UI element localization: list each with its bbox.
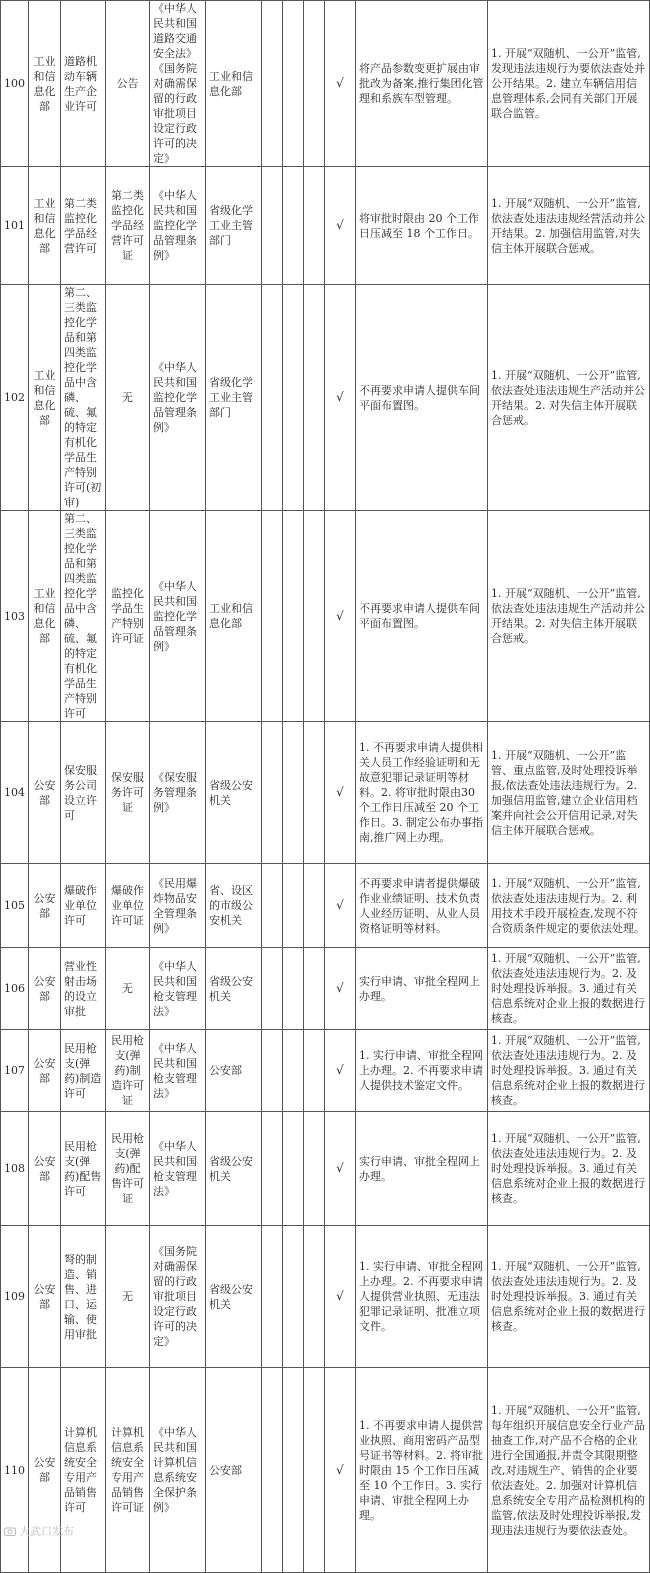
legal-basis-cell: 《中华人民共和国枪支管理法》 bbox=[150, 1112, 206, 1226]
blank-cell bbox=[262, 1368, 283, 1573]
table-row bbox=[1, 285, 650, 511]
approval-authority-cell: 省级公安机关 bbox=[206, 722, 262, 864]
item-name-cell: 第二、三类监控化学品和第四类监控化学品中含磷、硫、氟的特定有机化学品生产特别许可 bbox=[61, 511, 106, 722]
approval-authority-cell: 省级公安机关 bbox=[206, 948, 262, 1030]
approval-authority-cell: 公安部 bbox=[206, 1030, 262, 1112]
blank-cell bbox=[304, 167, 325, 285]
reform-measure-cell: 将审批时限由 20 个工作日压减至 18 个工作日。 bbox=[356, 167, 488, 285]
reform-measure-cell: 1. 实行申请、审批全程网上办理。2. 不再要求申请人提供营业执照、无违法犯罪记录证明、批准立项文件。 bbox=[356, 1226, 488, 1368]
blank-cell bbox=[304, 948, 325, 1030]
blank-cell bbox=[262, 511, 283, 722]
license-doc-cell: 无 bbox=[106, 285, 150, 511]
blank-cell bbox=[304, 285, 325, 511]
item-name-cell: 爆破作业单位许可 bbox=[61, 864, 106, 948]
legal-basis-cell: 《国务院对确需保留的行政审批项目设定行政许可的决定》 bbox=[150, 1226, 206, 1368]
legal-basis-cell: 《中华人民共和国计算机信息系统安全保护条例》 bbox=[150, 1368, 206, 1573]
legal-basis-cell: 《民用爆炸物品安全管理条例》 bbox=[150, 864, 206, 948]
item-name-cell: 第二、三类监控化学品和第四类监控化学品中含磷、硫、氟的特定有机化学品生产特别许可(初审) bbox=[61, 285, 106, 511]
blank-cell bbox=[262, 1226, 283, 1368]
camera-icon bbox=[4, 1526, 16, 1536]
department-cell: 公安部 bbox=[29, 1112, 61, 1226]
license-doc-cell: 民用枪支(弹药)制造许可证 bbox=[106, 1030, 150, 1112]
table-row bbox=[1, 722, 650, 864]
license-doc-cell: 计算机信息系统安全专用产品销售许可证 bbox=[106, 1368, 150, 1573]
check-mark: √ bbox=[325, 1368, 356, 1573]
item-name-cell: 民用枪支(弹药)配售许可 bbox=[61, 1112, 106, 1226]
blank-cell bbox=[283, 1226, 304, 1368]
table-row bbox=[1, 167, 650, 285]
table-row bbox=[1, 1112, 650, 1226]
blank-cell bbox=[283, 285, 304, 511]
blank-cell bbox=[304, 864, 325, 948]
reform-measure-cell: 1. 不再要求申请人提供营业执照、商用密码产品型号证书等材料。2. 将审批时限由 15 个工作日压减至 10 个工作日。3. 实行申请、审批全程网上办理。 bbox=[356, 1368, 488, 1573]
blank-cell bbox=[304, 1, 325, 167]
reform-measure-cell: 1. 不再要求申请人提供相关人员工作经验证明和无故意犯罪记录证明等材料。2. 将审批时限由30个工作日压减至 20 个工作日。3. 制定公布办事指南,推广网上办理。 bbox=[356, 722, 488, 864]
table-row bbox=[1, 1226, 650, 1368]
supervision-measure-cell: 1. 开展“双随机、一公开”监管,依法查处违法违规行为。2. 及时处理投诉举报。3. 通过有关信息系统对企业上报的数据进行核查。 bbox=[488, 948, 650, 1030]
check-mark: √ bbox=[325, 1030, 356, 1112]
supervision-measure-cell: 1. 开展“双随机、一公开”监管,依法查处违法违规生产活动并公开结果。2. 对失信主体开展联合惩戒。 bbox=[488, 511, 650, 722]
blank-cell bbox=[283, 167, 304, 285]
department-cell: 工业和信息化部 bbox=[29, 511, 61, 722]
supervision-measure-cell: 1. 开展“双随机、一公开”监管,依法查处违法违规经营活动并公开结果。2. 加强信用监管,对失信主体开展联合惩戒。 bbox=[488, 167, 650, 285]
approval-authority-cell: 省级化学工业主管部门 bbox=[206, 285, 262, 511]
legal-basis-cell: 《中华人民共和国监控化学品管理条例》 bbox=[150, 285, 206, 511]
row-number: 106 bbox=[1, 948, 29, 1030]
table-row bbox=[1, 1030, 650, 1112]
legal-basis-cell: 《中华人民共和国道路交通安全法》《国务院对确需保留的行政审批项目设定行政许可的决定》 bbox=[150, 1, 206, 167]
supervision-measure-cell: 1. 开展“双随机、一公开”监管,发现违法违规行为要依法查处并公开结果。2. 建立车辆信用信息管理体系,会同有关部门开展联合监管。 bbox=[488, 1, 650, 167]
table-row bbox=[1, 948, 650, 1030]
blank-cell bbox=[262, 722, 283, 864]
department-cell: 公安部 bbox=[29, 1030, 61, 1112]
supervision-measure-cell: 1. 开展“双随机、一公开”监管,依法查处违法违规行为。2. 及时处理投诉举报。3. 通过有关信息系统对企业上报的数据进行核查。 bbox=[488, 1112, 650, 1226]
check-mark: √ bbox=[325, 285, 356, 511]
check-mark: √ bbox=[325, 511, 356, 722]
approval-authority-cell: 省级公安机关 bbox=[206, 1226, 262, 1368]
table-row bbox=[1, 864, 650, 948]
approval-authority-cell: 省级化学工业主管部门 bbox=[206, 167, 262, 285]
item-name-cell: 道路机动车辆生产企业许可 bbox=[61, 1, 106, 167]
blank-cell bbox=[283, 948, 304, 1030]
legal-basis-cell: 《中华人民共和国监控化学品管理条例》 bbox=[150, 167, 206, 285]
blank-cell bbox=[304, 511, 325, 722]
blank-cell bbox=[283, 1, 304, 167]
row-number: 107 bbox=[1, 1030, 29, 1112]
approval-authority-cell: 省级公安机关 bbox=[206, 1112, 262, 1226]
reform-measure-cell: 实行申请、审批全程网上办理。 bbox=[356, 1112, 488, 1226]
item-name-cell: 第二类监控化学品经营许可 bbox=[61, 167, 106, 285]
supervision-measure-cell: 1. 开展“双随机、一公开”监管,依法查处违法违规行为。2. 利用技术手段开展检查,发现不符合资质条件规定的要依法处理。 bbox=[488, 864, 650, 948]
watermark-text: 大武口发布 bbox=[19, 1525, 74, 1538]
supervision-measure-cell: 1. 开展“双随机、一公开”监管,依法查处违法违规行为。2. 及时处理投诉举报。3. 通过有关信息系统对企业上报的数据进行核查。 bbox=[488, 1226, 650, 1368]
blank-cell bbox=[283, 864, 304, 948]
table-row bbox=[1, 1368, 650, 1573]
license-doc-cell: 爆破作业单位许可证 bbox=[106, 864, 150, 948]
supervision-measure-cell: 1. 开展“双随机、一公开”监管,依法查处违法违规生产活动并公开结果。2. 对失信主体开展联合惩戒。 bbox=[488, 285, 650, 511]
reform-measure-cell: 不再要求申请者提供爆破作业业绩证明、技术负责人业经历证明、从业人员资格证明等材料。 bbox=[356, 864, 488, 948]
reform-measure-cell: 不再要求申请人提供车间平面布置图。 bbox=[356, 285, 488, 511]
department-cell: 公安部 bbox=[29, 1368, 61, 1573]
check-mark: √ bbox=[325, 864, 356, 948]
department-cell: 公安部 bbox=[29, 1226, 61, 1368]
row-number: 105 bbox=[1, 864, 29, 948]
blank-cell bbox=[283, 1368, 304, 1573]
watermark bbox=[4, 1523, 74, 1539]
supervision-measure-cell: 1. 开展“双随机、一公开”监管,依法查处违法违规行为。2. 及时处理投诉举报。3. 通过有关信息系统对企业上报的数据进行核查。 bbox=[488, 1030, 650, 1112]
item-name-cell: 弩的制造、销售、进口、运输、使用审批 bbox=[61, 1226, 106, 1368]
row-number: 101 bbox=[1, 167, 29, 285]
license-doc-cell: 保安服务许可证 bbox=[106, 722, 150, 864]
blank-cell bbox=[262, 864, 283, 948]
department-cell: 工业和信息化部 bbox=[29, 1, 61, 167]
table-row bbox=[1, 1, 650, 167]
supervision-measure-cell: 1. 开展“双随机、一公开”监管,每年组织开展信息安全行业产品抽查工作,对产品不合格的企业进行全国通报,并责令其限期整改,对违规生产、销售的企业要依法查处。2. 加强对计算机信息系统安全专用产品检测机构的监管,依法及时处理投诉举报,发现违法违规行为要依法查处。 bbox=[488, 1368, 650, 1573]
license-doc-cell: 无 bbox=[106, 948, 150, 1030]
check-mark: √ bbox=[325, 1, 356, 167]
license-doc-cell: 第二类监控化学品经营许可证 bbox=[106, 167, 150, 285]
blank-cell bbox=[262, 285, 283, 511]
legal-basis-cell: 《保安服务管理条例》 bbox=[150, 722, 206, 864]
blank-cell bbox=[283, 1112, 304, 1226]
row-number: 104 bbox=[1, 722, 29, 864]
license-doc-cell: 无 bbox=[106, 1226, 150, 1368]
department-cell: 工业和信息化部 bbox=[29, 167, 61, 285]
blank-cell bbox=[262, 948, 283, 1030]
blank-cell bbox=[262, 1, 283, 167]
reform-measure-cell: 将产品参数变更扩展由审批改为备案,推行集团化管理和系族车型管理。 bbox=[356, 1, 488, 167]
blank-cell bbox=[283, 511, 304, 722]
blank-cell bbox=[304, 1226, 325, 1368]
license-doc-cell: 民用枪支(弹药)配售许可证 bbox=[106, 1112, 150, 1226]
blank-cell bbox=[304, 1030, 325, 1112]
license-doc-cell: 监控化学品生产特别许可证 bbox=[106, 511, 150, 722]
check-mark: √ bbox=[325, 1112, 356, 1226]
row-number: 110 bbox=[1, 1368, 29, 1573]
reform-measure-cell: 不再要求申请人提供车间平面布置图。 bbox=[356, 511, 488, 722]
department-cell: 公安部 bbox=[29, 948, 61, 1030]
approval-authority-cell: 工业和信息化部 bbox=[206, 511, 262, 722]
check-mark: √ bbox=[325, 948, 356, 1030]
approval-authority-cell: 省、设区的市级公安机关 bbox=[206, 864, 262, 948]
legal-basis-cell: 《中华人民共和国监控化学品管理条例》 bbox=[150, 511, 206, 722]
item-name-cell: 营业性射击场的设立审批 bbox=[61, 948, 106, 1030]
check-mark: √ bbox=[325, 722, 356, 864]
license-doc-cell: 公告 bbox=[106, 1, 150, 167]
row-number: 108 bbox=[1, 1112, 29, 1226]
approval-authority-cell: 工业和信息化部 bbox=[206, 1, 262, 167]
check-mark: √ bbox=[325, 167, 356, 285]
blank-cell bbox=[304, 1112, 325, 1226]
blank-cell bbox=[283, 1030, 304, 1112]
blank-cell bbox=[304, 1368, 325, 1573]
department-cell: 公安部 bbox=[29, 722, 61, 864]
department-cell: 公安部 bbox=[29, 864, 61, 948]
table-row bbox=[1, 511, 650, 722]
approval-authority-cell: 公安部 bbox=[206, 1368, 262, 1573]
department-cell: 工业和信息化部 bbox=[29, 285, 61, 511]
blank-cell bbox=[262, 1112, 283, 1226]
row-number: 109 bbox=[1, 1226, 29, 1368]
blank-cell bbox=[283, 722, 304, 864]
legal-basis-cell: 《中华人民共和国枪支管理法》 bbox=[150, 1030, 206, 1112]
blank-cell bbox=[262, 167, 283, 285]
item-name-cell: 民用枪支(弹药)制造许可 bbox=[61, 1030, 106, 1112]
row-number: 100 bbox=[1, 1, 29, 167]
row-number: 103 bbox=[1, 511, 29, 722]
item-name-cell: 保安服务公司设立许可 bbox=[61, 722, 106, 864]
reform-measure-cell: 1. 实行申请、审批全程网上办理。2. 不再要求申请人提供技术鉴定文件。 bbox=[356, 1030, 488, 1112]
check-mark: √ bbox=[325, 1226, 356, 1368]
row-number: 102 bbox=[1, 285, 29, 511]
blank-cell bbox=[262, 1030, 283, 1112]
supervision-measure-cell: 1. 开展“双随机、一公开”监管、重点监管,及时处理投诉举报,依法查处违法违规行为。2. 加强信用监管,建立企业信用档案并向社会公开信用记录,对失信主体开展联合惩戒。 bbox=[488, 722, 650, 864]
legal-basis-cell: 《中华人民共和国枪支管理法》 bbox=[150, 948, 206, 1030]
item-name-cell: 计算机信息系统安全专用产品销售许可 bbox=[61, 1368, 106, 1573]
blank-cell bbox=[304, 722, 325, 864]
reform-measure-cell: 实行申请、审批全程网上办理。 bbox=[356, 948, 488, 1030]
